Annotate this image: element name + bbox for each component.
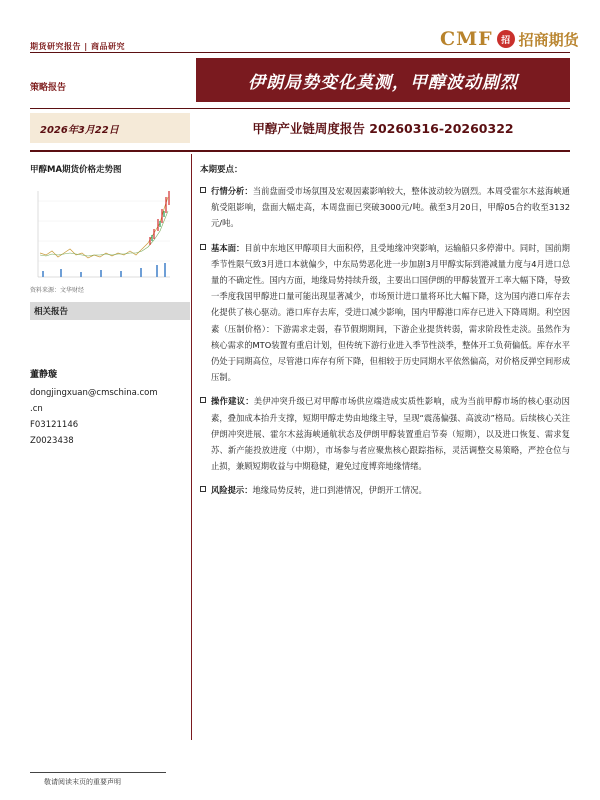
- key-point-market-analysis: [200, 183, 570, 232]
- company-logo: [440, 28, 579, 50]
- price-chart-image: [30, 183, 188, 281]
- author-name: 董静璇: [30, 370, 58, 380]
- checkbox-bullet-icon: [200, 482, 211, 498]
- key-point-label: 基本面：: [211, 242, 245, 253]
- key-point-label: 操作建议：: [211, 396, 254, 407]
- price-chart-title: 甲醇MA期货价格走势图: [30, 165, 122, 175]
- column-divider: [191, 154, 192, 740]
- key-point-text: 美伊冲突升级已对甲醇市场供应端造成实质性影响，成为当前甲醇市场的核心驱动因素，叠加成本抬升支撑，短期甲醇走势由地缘主导，呈现“震荡偏强、高波动”格局。后续核心关注伊朗冲突进展、霍尔木兹海峡通航状态及伊朗甲醇装置重启节奏（短期），以及进口恢复、需求复苏、新产能投放进度（中期），市场参与者应聚焦核心跟踪指标，灵活调整交易策略，严控仓位与止损，兼顾短期收益与中期稳健，避免过度博弈地缘情绪。: [211, 396, 570, 472]
- key-point-trading-advice: [200, 393, 570, 474]
- footer-divider: [30, 772, 166, 773]
- key-point-label: 风险提示：: [211, 485, 253, 496]
- candlestick-chart-graphic: [30, 183, 188, 281]
- key-point-text: 地缘局势反转，进口到港情况，伊朗开工情况。: [252, 485, 427, 496]
- report-category-tags: 期货研究报告 | 商品研究: [30, 42, 125, 51]
- checkbox-bullet-icon: [200, 393, 211, 474]
- author-email-suffix: .cn: [30, 404, 43, 414]
- report-date: 2026年3月22日: [30, 113, 190, 143]
- title-divider: [30, 108, 570, 109]
- logo-seal-icon: 招: [497, 30, 515, 48]
- key-point-fundamentals: [200, 240, 570, 386]
- logo-company-name: 招商期货: [518, 30, 579, 49]
- disclaimer-note: 敬请阅读末页的重要声明: [44, 778, 121, 786]
- header-divider: [30, 52, 570, 53]
- subtitle-divider: [30, 150, 570, 152]
- checkbox-bullet-icon: [200, 240, 211, 386]
- main-content: [200, 163, 570, 499]
- key-point-label: 行情分析：: [211, 186, 253, 196]
- author-license-advisory: Z0023438: [30, 436, 74, 446]
- author-info: [30, 367, 190, 449]
- report-title: 伊朗局势变化莫测，甲醇波动剧烈: [196, 58, 570, 102]
- report-subtitle: 甲醇产业链周度报告 20260316-20260322: [252, 121, 514, 136]
- author-license-futures: F03121146: [30, 420, 79, 430]
- author-email[interactable]: dongjingxuan@cmschina.com: [30, 388, 158, 398]
- sidebar: [30, 163, 190, 320]
- checkbox-bullet-icon: [200, 183, 211, 232]
- related-reports-heading: 相关报告: [30, 302, 190, 320]
- key-point-risk-warning: [200, 482, 570, 498]
- key-point-text: 目前中东地区甲醇项目大面积停，且受地缘冲突影响，运输船只多停滞中。同时，国前期季节性限气致3月进口本就偏少，中东局势恶化进一步加剧3月甲醇实际到港减量力度与4月进口总量的不确定性。国内方面，地缘局势持续升级，主要出口国伊朗的甲醇装置开工率大幅下降，导致一季度我国甲醇进口量可能出现显著减少，市场预计进口量将环比大幅下降，这为国内港口库存去化提供了核心驱动。港口库存去库，受进口减少影响，国内甲醇港口库存已进入下降周期。利空因素（压制价格）：下游需求走弱，春节假期期间，下游企业提货转弱，需求阶段性走淡。虽然作为核心需求的MTO装置有重启计划，但传统下游行业进入季节性淡季，整体开工负荷偏低。库存水平仍处于同期高位，尽管港口库存有所下降，但相较于历史同期水平依然偏高，对价格反弹空间形成压制。: [211, 242, 570, 383]
- key-points-heading: 本期要点：: [200, 165, 243, 175]
- chart-source: 资料来源：文华财经: [30, 287, 85, 294]
- key-point-text: 当前盘面受市场氛围及宏观因素影响较大，整体波动较为剧烈。本周受霍尔木兹海峡通航受阻影响，盘面大幅走高，本周盘面已突破3000元/吨。截至3月20日，甲醇05合约收至3132元/吨。: [211, 186, 570, 229]
- report-type-label: 策略报告: [30, 83, 67, 93]
- logo-cmf-text: CMF: [440, 28, 493, 50]
